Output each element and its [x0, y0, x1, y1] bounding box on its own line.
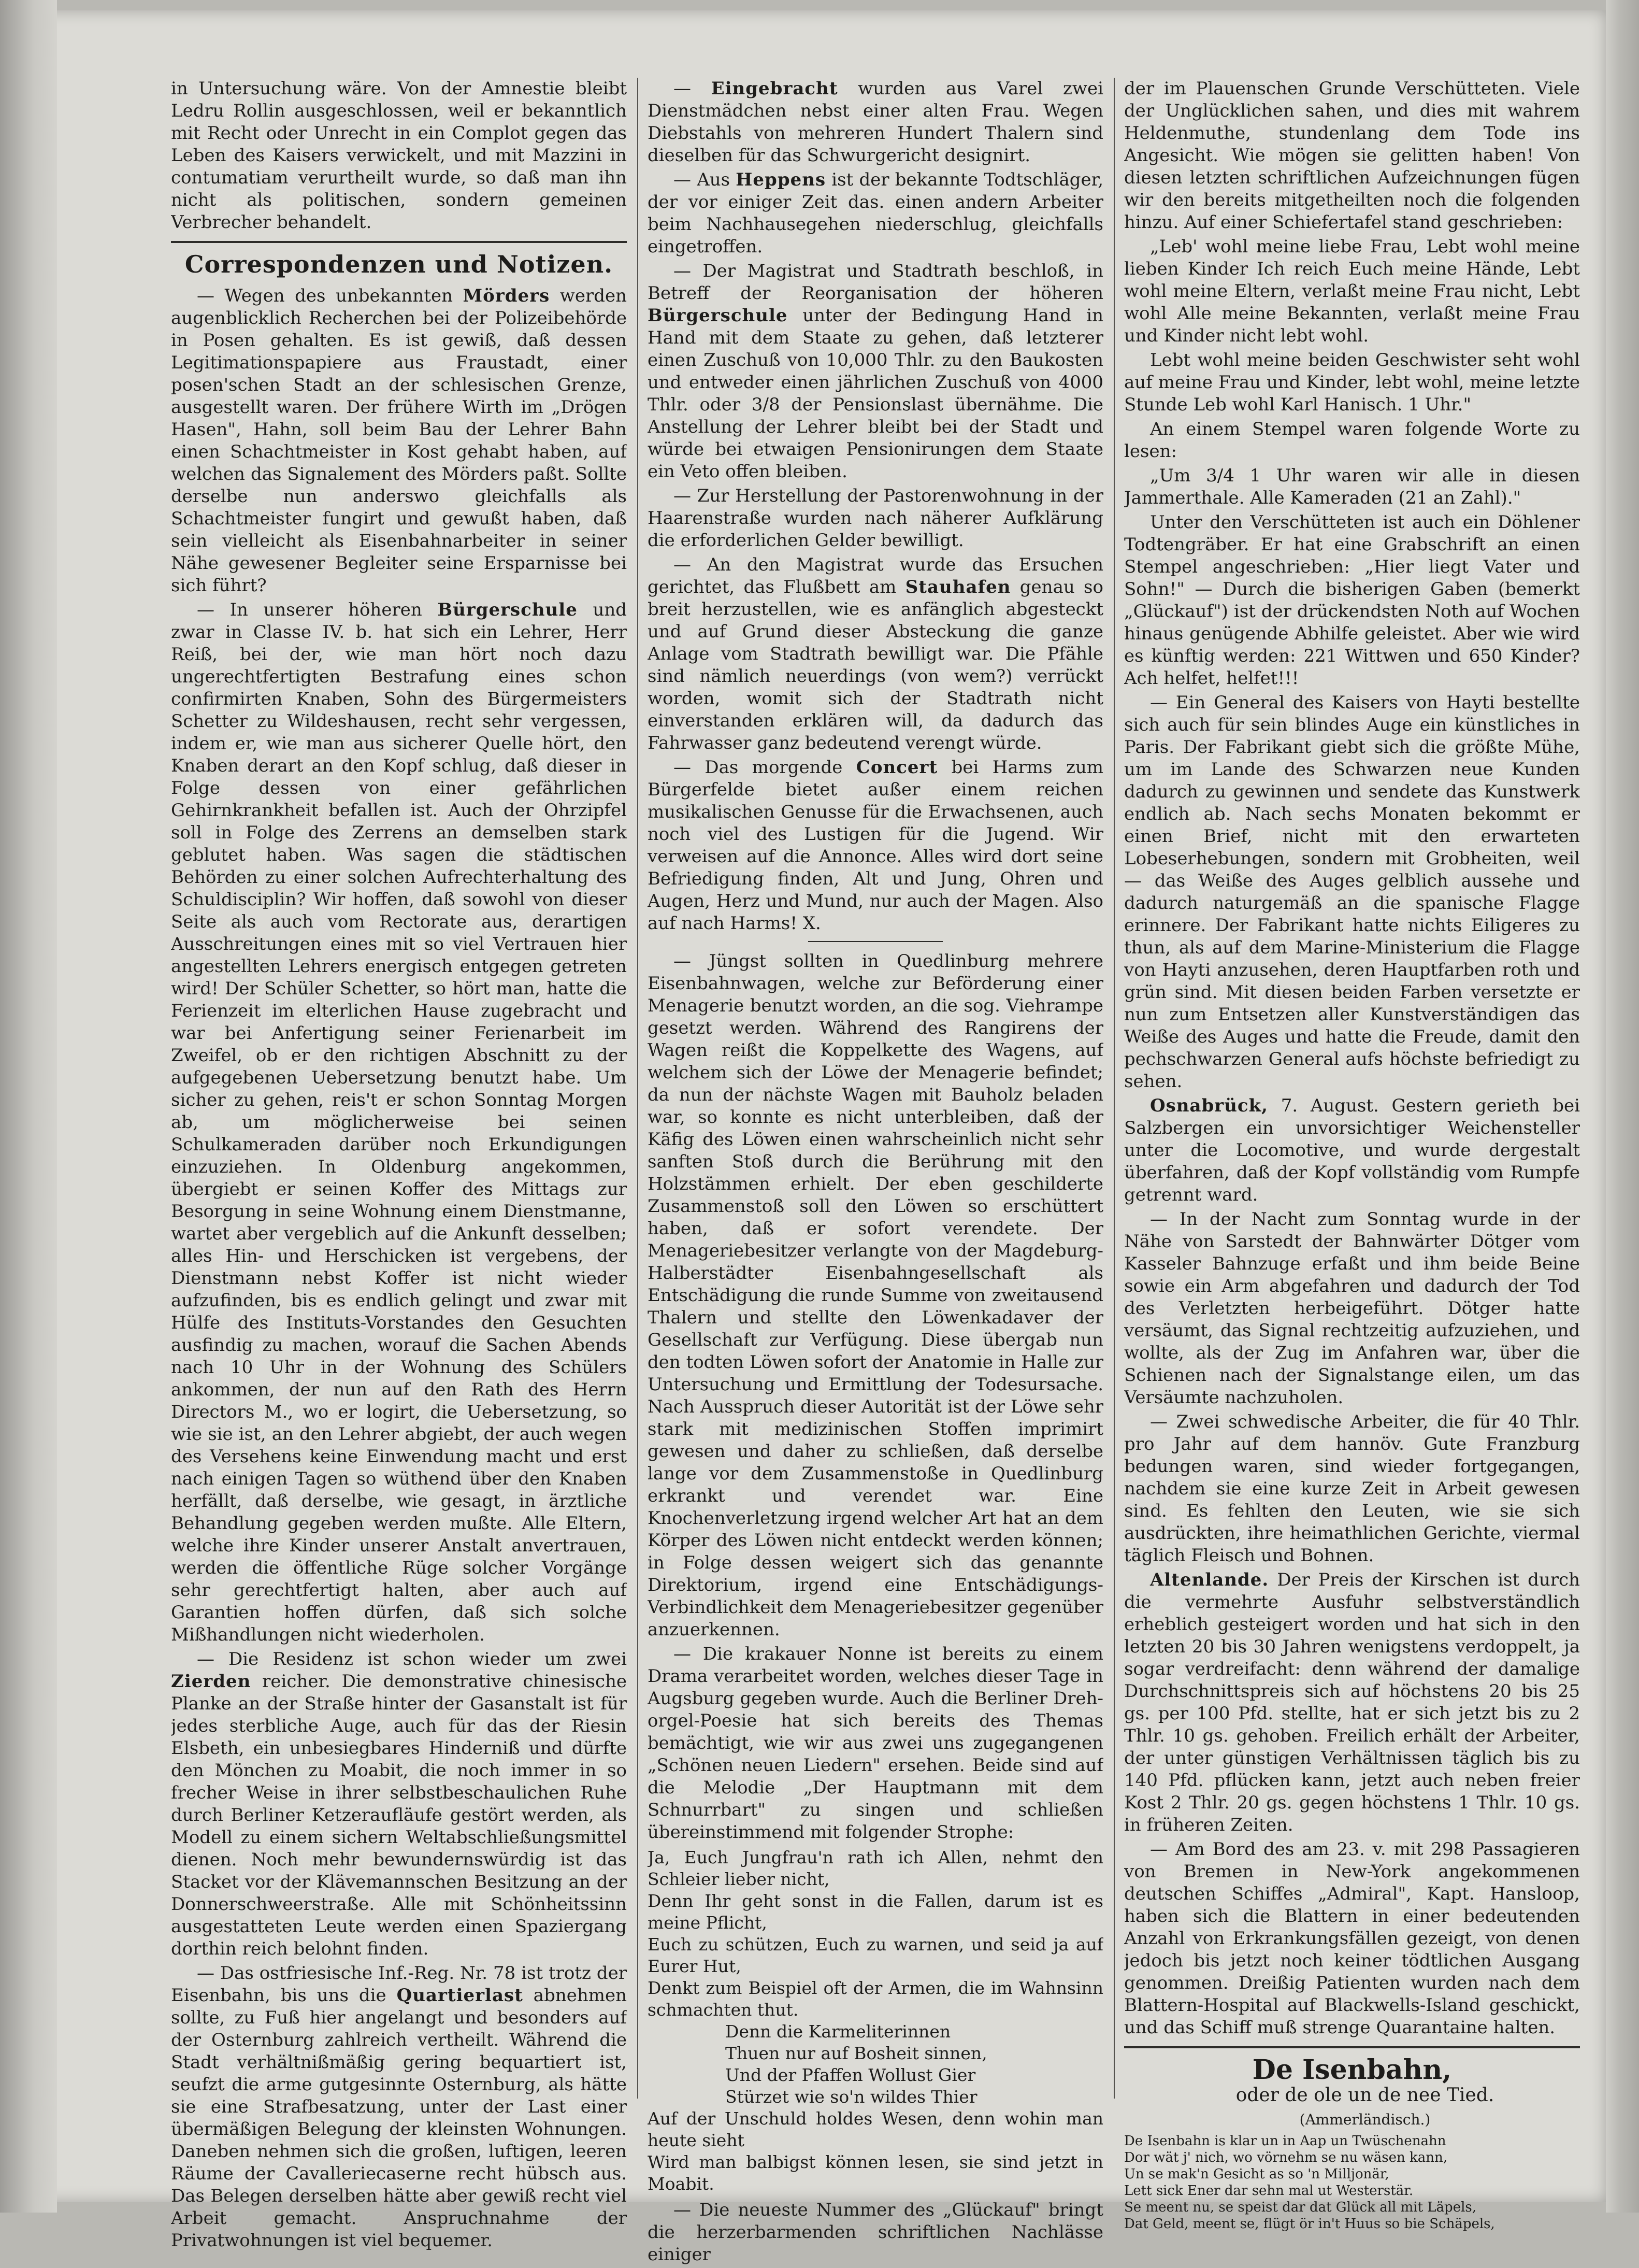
verse-line: Euch zu schützen, Euch zu warnen, und seid ja auf Eurer Hut,	[648, 1934, 1103, 1976]
poem-line: Lett sick Ener dar sehn mal ut Westerstär.	[1124, 2183, 1414, 2199]
poem-line: Un se mak'n Gesicht as so 'n Milljonär,	[1124, 2166, 1389, 2182]
page-edge	[1606, 0, 1639, 2213]
article-paragraph: — Die Residenz ist schon wieder um zwei Zierden reicher. Die demonstrative chinesische Planke an der Straße hinter der Gasanstalt ist für jedes sterbliche Auge, auch für das der Riesin Elsbeth, ein unbesiegbares Hinderniß und dürfte den Mönchen zu Moabit, die noch immer in so frecher Weise in ihrer selbstbeschaulichen Ruhe durch Berliner Ketzeraufläufe gestört werden, als Modell zu einem sichern Weltabschließungsmittel dienen. Noch mehr bewundernswürdig ist das Stacket vor der Klävemannschen Besitzung an der Donnerschweerstraße. Alle mit Schönheitssinn ausgestatteten Leute werden einen Spaziergang dorthin reich belohnt finden.	[171, 1649, 627, 1959]
column-3	[1124, 78, 1580, 2232]
keyword: Bürgerschule	[648, 305, 788, 326]
column-divider-1	[637, 78, 638, 2099]
keyword: Heppens	[736, 169, 826, 190]
article-paragraph: — Die neueste Nummer des „Glückauf" bringt die herzerbarmenden schriftlichen Nachlässe einiger	[648, 2200, 1103, 2265]
poem-line: Dor wät j' nich, wo vörnehm se nu wäsen kann,	[1124, 2150, 1448, 2165]
article-paragraph: — Das morgende Concert bei Harms zum Bürgerfelde bietet außer einem reichen musikalischen Genusse für die Erwachsenen, auch noch viel des Lustigen für die Jugend. Wir verweisen auf die Annonce. Alles wird dort seine Befriedigung finden, Alt und Jung, Ohren und Augen, Herz und Mund, nur auch der Magen. Also auf nach Harms! X.	[648, 757, 1103, 934]
article-paragraph: Osnabrück, 7. August. Gestern gerieth bei Salzbergen ein unvorsichtiger Weichensteller unter die Locomotive, und wurde dergestalt überfahren, daß der Kopf vollständig vom Rumpfe getrennt ward.	[1124, 1095, 1580, 1205]
keyword: Quartierlast	[396, 1985, 523, 2006]
article-paragraph: — Zwei schwedische Arbeiter, die für 40 Thlr. pro Jahr auf dem hannöv. Gute Franzburg bedungen waren, sind wieder fortgegangen, nachdem sie eine kurze Zeit in Arbeit gewesen sind. Es fehlten den Leuten, wie sie sich ausdrückten, ihre heimathlichen Gerichte, viermal täglich Fleisch und Bohnen.	[1124, 1411, 1580, 1566]
article-paragraph: Unter den Verschütteten ist auch ein Döhlener Todtengräber. Er hat eine Grabschrift an einen Stempel angeschrieben: „Hier liegt Vater und Sohn!" — Durch die bisherigen Gaben (bemerkt „Glückauf") ist der drückendsten Noth auf Wochen hinaus genügende Abhilfe geleistet. Aber wie wird es künftig werden: 221 Wittwen und 650 Kinder? Ach helfet, helfet!!!	[1124, 512, 1580, 689]
keyword: Concert	[856, 757, 938, 778]
keyword: Zierden	[171, 1671, 251, 1692]
poem-line: De Isenbahn is klar un in Aap un Twüschenahn	[1124, 2133, 1446, 2149]
section-title: Correspondenzen und Notizen.	[184, 250, 613, 278]
article-paragraph: An einem Stempel waren folgende Worte zu lesen:	[1124, 419, 1580, 462]
article-paragraph: — An den Magistrat wurde das Ersuchen gerichtet, das Flußbett am Stauhafen genau so breit herzustellen, wie es anfänglich abgesteckt und auf Grund dieser Absteckung die ganze Anlage vom Stadtrath bewilligt war. Die Pfähle sind nämlich neuerdings (von wem?) verrückt worden, womit sich der Stadtrath nicht einverstanden erklären will, da dadurch das Fahrwasser ganz bedeutend verengt würde.	[648, 554, 1103, 753]
binding-spine	[0, 0, 57, 2213]
quoted-note: „Um 3/4 1 Uhr waren wir alle in diesen Jammerthale. Alle Kameraden (21 an Zahl)."	[1124, 465, 1580, 508]
article-paragraph: — Wegen des unbekannten Mörders werden augenblicklich Recherchen bei der Polizeibehörde in Posen gehalten. Es ist gewiß, daß dessen Legitimationspapiere aus Fraustadt, einer posen'schen Stadt an der schlesischen Grenze, ausgestellt waren. Der frühere Wirth im „Drögen Hasen", Hahn, soll beim Bau der Lehrer Bahn einen Schachtmeister in Kost gehabt haben, auf welchen das Signalement des Mörders paßt. Sollte derselbe nun anderswo gleichfalls als Schachtmeister fungirt und gewußt haben, daß sein vielleicht als Eisenbahnarbeiter in seiner Nähe gewesener Begleiter seine Ersparnisse bei sich führt?	[171, 286, 627, 596]
article-paragraph: — Der Magistrat und Stadtrath beschloß, in Betreff der Reorganisation der höheren Bürgerschule unter der Bedingung Hand in Hand mit dem Staate zu gehen, daß letzterer einen Zuschuß von 10,000 Thlr. zu den Baukosten und entweder einen jährlichen Zuschuß von 4000 Thlr. oder 3/8 der Pensionslast übernähme. Die Anstellung der Lehrer bleibt bei der Stadt und würde bei etwaigen Pensionirungen dem Staate ein Veto offen bleiben.	[648, 261, 1103, 482]
article-paragraph: — Ein General des Kaisers von Hayti bestellte sich auch für sein blindes Auge ein künstliches in Paris. Der Fabrikant giebt sich die größte Mühe, um im Lande des Schwarzen neue Kunden dadurch zu gewinnen und sendete das Kunstwerk endlich ab. Nach sechs Monaten bekommt er einen Brief, nicht mit den erwarteten Lobeserhebungen, sondern mit Grobheiten, weil — das Weiße des Auges gelblich aussehe und dadurch naturgemäß an die spanische Flagge erinnere. Der Fabrikant hatte nichts Eiligeres zu thun, als auf dem Marine-Ministerium die Flagge von Hayti anzusehen, deren Hauptfarben roth und grün sind. Mit diesen beiden Farben versetzte er nun zum Entsetzen aller Kunstverständigen das Weiße des Auges und hatte die Freude, damit den pechschwarzen General aufs höchste befriedigt zu sehen.	[1124, 692, 1580, 1092]
verse-line: Und der Pfaffen Wollust Gier	[725, 2065, 976, 2085]
poem-subtitle: oder de ole un de nee Tied.	[1235, 2085, 1494, 2106]
keyword: Osnabrück,	[1150, 1095, 1269, 1116]
article-paragraph: — Aus Heppens ist der bekannte Todtschläger, der vor einiger Zeit das. einen andern Arbeiter beim Nachhausegehen niederschlug, gleichfalls eingetroffen.	[648, 169, 1103, 257]
article-paragraph: — Zur Herstellung der Pastorenwohnung in der Haarenstraße wurden nach näherer Aufklärung die erforderlichen Gelder bewilligt.	[648, 486, 1103, 551]
article-paragraph: — Die krakauer Nonne ist bereits zu einem Drama verarbeitet worden, welches dieser Tage in Augsburg gegeben wurde. Auch die Berliner Dreh-orgel-Poesie hat sich bereits des Themas bemächtigt, wie wir aus zwei uns zugegangenen „Schönen neuen Liedern" ersehen. Beide sind auf die Melodie „Der Hauptmann mit dem Schnurrbart" zu singen und schließen übereinstimmend mit folgender Strophe:	[648, 1644, 1103, 1843]
column-2	[648, 78, 1103, 2268]
article-paragraph: — Am Bord des am 23. v. mit 298 Passagieren von Bremen in New-York angekommenen deutschen Schiffes „Admiral", Kapt. Hansloop, haben sich die Blattern in einer bedeutenden Anzahl von Erkrankungsfällen gezeigt, von denen jedoch bis jetzt noch keiner tödtlichen Ausgang genommen. Dreißig Patienten wurden nach dem Blattern-Hospital auf Blackwells-Island geschickt, und das Schiff muß strenge Quarantaine halten.	[1124, 1839, 1580, 2038]
article-paragraph: — Jüngst sollten in Quedlinburg mehrere Eisenbahnwagen, welche zur Beförderung einer Menagerie benutzt worden, an die sog. Viehrampe gesetzt werden. Während des Rangirens der Wagen reißt die Koppelkette des Wagens, auf welchem sich der Löwe der Menagerie befindet; da nun der nächste Wagen mit Bauholz beladen war, so konnte es nicht unterbleiben, daß der Käfig des Löwen einen wahrscheinlich nicht sehr sanften Stoß durch die Berührung mit den Holzstämmen erhielt. Der eben geschilderte Zusammenstoß soll den Löwen so erschüttert haben, daß er sofort verendete. Der Menageriebesitzer verlangte von der Magdeburg-Halberstädter Eisenbahngesellschaft als Entschädigung die runde Summe von zweitausend Thalern und stellte den Löwenkadaver der Gesellschaft zur Verfügung. Diese übergab nun den todten Löwen sofort der Anatomie in Halle zur Untersuchung und Ermittlung der Todesursache. Nach Ausspruch dieser Autorität ist der Löwe sehr stark mit medizinischen Stoffen imprimirt gewesen und daher zu schließen, daß derselbe lange vor dem Zusammenstoße in Quedlinburg erkrankt und verendet war. Eine Knochenverletzung irgend welcher Art hat an dem Körper des Löwen nicht entdeckt werden können; in Folge dessen weigert sich das genannte Direktorium, irgend eine Entschädigungs-Verbindlichkeit dem Menageriebesitzer gegenüber anzuerkennen.	[648, 951, 1103, 1640]
article-paragraph: Altenlande. Der Preis der Kirschen ist durch die vermehrte Ausfuhr selbstverständlich erheblich gesteigert worden und hat sich in den letzten 20 bis 30 Jahren wenigstens verdoppelt, ja sogar verdreifacht: denn während der damalige Durchschnittspreis sich auf höchstens 20 bis 25 gs. per 100 Pfd. stellte, hat er sich jetzt bis zu 2 Thlr. 10 gs. gehoben. Freilich erhält der Arbeiter, der unter günstigen Verhältnissen täglich bis zu 140 Pfd. pflücken kann, jetzt auch neben freier Kost 2 Thlr. 20 gs. gegen höchstens 1 Thlr. 10 gs. in früheren Zeiten.	[1124, 1570, 1580, 1835]
article-paragraph: — Das ostfriesische Inf.-Reg. Nr. 78 ist trotz der Eisenbahn, bis uns die Quartierlast abnehmen sollte, zu Fuß hier angelangt und besonders auf der Osternburg zahlreich vertheilt. Während die Stadt verhältnißmäßig gering bequartiert ist, seufzt die arme gutgesinnte Osternburg, als hätte sie eine Strafbesatzung, unter der Last einer übermäßigen Belegung der kleinsten Wohnungen. Daneben nehmen sich die großen, luftigen, leeren Räume der Cavalleriecaserne recht hübsch aus. Das Belegen derselben hätte aber gewiß recht viel Arbeit gemacht. Anspruchnahme der Privatwohnungen ist viel bequemer.	[171, 1963, 627, 2251]
verse-line: Denn die Karmeliterinnen	[725, 2021, 951, 2042]
article-paragraph: — In unserer höheren Bürgerschule und zwar in Classe IV. b. hat sich ein Lehrer, Herr Reiß, bei der, wie man hört noch dazu ungerechtfertigten Bestrafung eines schon confirmirten Knaben, Sohn des Bürgermeisters Schetter zu Wildeshausen, recht sehr vergessen, indem er, wie man aus sicherer Quelle hört, den Knaben derart an den Kopf schlug, daß dieser in Folge dessen von einer gefährlichen Gehirnkrankheit befallen ist. Auch der Ohrzipfel soll in Folge des Zerrens an demselben stark geblutet haben. Was sagen die städtischen Behörden zu einer solchen Aufrechterhaltung des Schuldisciplin? Wir hoffen, daß sowohl von dieser Seite als auch vom Rectorate aus, derartigen Ausschreitungen eines mit so viel Vertrauen hier angestellten Lehrers energisch entgegen getreten wird! Der Schüler Schetter, so hört man, hatte die Ferienzeit im elterlichen Hause zugebracht und war bei Anfertigung seiner Ferienarbeit im Zweifel, ob er den richtigen Abschnitt zu der aufgegebenen Uebersetzung benutzt habe. Um sicher zu gehen, reis't er schon Sonntag Morgen ab, um möglicherweise bei seinen Schulkameraden darüber noch Erkundigungen einzuziehen. In Oldenburg angekommen, übergiebt er seinen Koffer des Mittags zur Besorgung in seine Wohnung einem Dienstmanne, wartet aber vergeblich auf die Ankunft desselben; alles Hin- und Herschicken ist vergebens, der Dienstmann nebst Koffer ist nicht wieder aufzufinden, bis es endlich gelingt und zwar mit Hülfe des Instituts-Vorstandes den Gesuchten ausfindig zu machen, worauf die Sachen Abends nach 10 Uhr in der Wohnung des Schülers ankommen, der nun auf den Rath des Herrn Directors M., wo er logirt, die Uebersetzung, so wie sie ist, an den Lehrer abgiebt, der auch wegen des Versehens keine Einwendung macht und erst nach einigen Tagen so wüthend über den Knaben herfällt, daß derselbe, wie gesagt, in ärztliche Behandlung gegeben werden mußte. Alle Eltern, welche ihre Kinder unserer Anstalt anvertrauen, werden die öffentliche Rüge solcher Vorgänge sehr gerechtfertigt halten, aber auch auf Garantien hoffen dürfen, daß sich solche Mißhandlungen nicht wiederholen.	[171, 600, 627, 1645]
verse-line: Wird man balbigst können lesen, sie sind jetzt in Moabit.	[648, 2152, 1103, 2194]
verse-line: Stürzet wie so'n wildes Thier	[725, 2087, 977, 2107]
keyword: Bürgerschule	[437, 600, 578, 620]
quoted-note: Lebt wohl meine beiden Geschwister seht wohl auf meine Frau und Kinder, lebt wohl, meine letzte Stunde Leb wohl Karl Hanisch. 1 Uhr."	[1124, 350, 1580, 415]
article-paragraph: — In der Nacht zum Sonntag wurde in der Nähe von Sarstedt der Bahnwärter Dötger vom Kasseler Bahnzuge erfaßt und ihm beide Beine sowie ein Arm abgefahren und dadurch der Tod des Verletzten herbeigeführt. Dötger hatte versäumt, das Signal rechtzeitig aufzuziehen, und wollte, als der Zug im Anfahren war, über die Schienen nach der Signalstange eilen, um das Versäumte nachzuholen.	[1124, 1209, 1580, 1408]
article-continuation: in Untersuchung wäre. Von der Amnestie bleibt Ledru Rollin ausgeschlossen, weil er bekanntlich mit Recht oder Unrecht in ein Complot gegen das Leben des Kaisers verwickelt, und mit Mazzini in contumatiam verurtheilt wurde, so daß man ihn nicht als politischen, sondern gemeinen Verbrecher behandelt.	[171, 78, 627, 233]
keyword: Stauhafen	[905, 577, 1011, 597]
column-1	[171, 78, 627, 2254]
poem-dialect-note: (Ammerländisch.)	[1299, 2111, 1431, 2128]
quoted-note: „Leb' wohl meine liebe Frau, Lebt wohl meine lieben Kinder Ich reich Euch meine Hände, Lebt wohl meine Eltern, verlaßt meine Frau nicht, Lebt wohl Alle meine Bekannten, verlaßt meine Frau und Kinder nicht lebt wohl.	[1124, 236, 1580, 346]
verse-line: Denkt zum Beispiel oft der Armen, die im Wahnsinn schmachten thut.	[648, 1978, 1103, 2020]
verse-line: Auf der Unschuld holdes Wesen, denn wohin man heute sieht	[648, 2108, 1103, 2150]
poem-lines	[1124, 2133, 1580, 2232]
article-continuation: der im Plauenschen Grunde Verschütteten. Viele der Unglücklichen sahen, und dies mit wahrem Heldenmuthe, stundenlang dem Tode ins Angesicht. Wie mögen sie gelitten haben! Von diesen letzten schriftlichen Aufzeichnungen fügen wir den bereits mitgetheilten noch die folgenden hinzu. Auf einer Schiefertafel stand geschrieben:	[1124, 78, 1580, 233]
keyword: Altenlande.	[1150, 1570, 1269, 1590]
separator-rule	[808, 941, 943, 942]
verse-line: Denn Ihr geht sonst in die Fallen, darum ist es meine Pflicht,	[648, 1891, 1103, 1933]
verse-line: Ja, Euch Jungfrau'n rath ich Allen, nehmt den Schleier lieber nicht,	[648, 1847, 1103, 1889]
song-verse	[648, 1847, 1103, 2195]
poem-line: Se meent nu, se speist dar dat Glück all mit Läpels,	[1124, 2200, 1477, 2215]
article-paragraph: — Eingebracht wurden aus Varel zwei Dienstmädchen nebst einer alten Frau. Wegen Diebstahls von mehreren Hundert Thalern sind dieselben für das Schwurgericht designirt.	[648, 78, 1103, 166]
verse-line: Thuen nur auf Bosheit sinnen,	[725, 2043, 987, 2063]
keyword: Mörders	[463, 286, 550, 306]
poem-title: De Isenbahn,	[1252, 2054, 1452, 2086]
column-divider-2	[1114, 78, 1115, 2099]
poem-line: Dat Geld, meent se, flügt ör in't Huus so bie Schäpels,	[1124, 2216, 1495, 2232]
poem-rule	[1124, 2046, 1580, 2048]
section-rule	[171, 241, 627, 243]
keyword: Eingebracht	[711, 78, 838, 99]
